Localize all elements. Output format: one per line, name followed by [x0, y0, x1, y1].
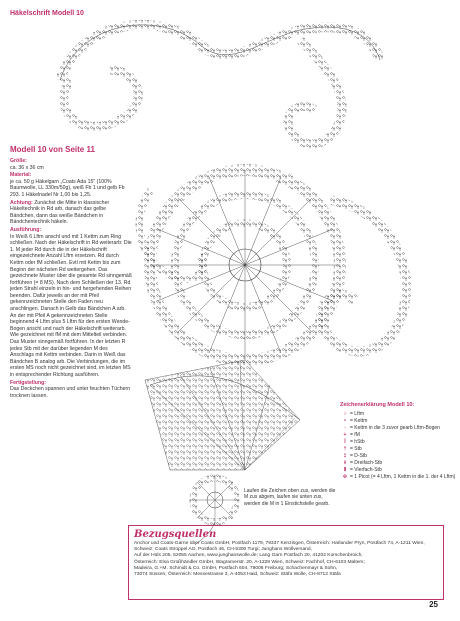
- symbol-legend: [340, 402, 458, 481]
- sources-line: Anchor und Coats-Garne über Coats GmbH, Postfach 1179, 79337 Kenzingen, Österreich: Harlander Pryn, Postfach 74, A-1211 Wien, Schweiz: Coats Stroppel AG, Postfach 46, CH-5300 Turgi; Junghans Wollversand,: [134, 541, 425, 553]
- legend-text: = Kettm in die 3 zuvor gearb Lftm-Bogen: [350, 425, 440, 431]
- legend-text: = 1 Picot (= 4 Lftm, 1 Kettm in die 1. der 4 Lftm): [350, 474, 456, 480]
- sources-line: Auf der Hüls 205, 52055 Aachen, www.junghanswolle.de; Lang Garn Postfach 20, 41202 Korschenbroich,: [134, 553, 363, 559]
- legend-symbol: +: [343, 432, 347, 438]
- sources-line: Madeira, G.+M. Schmidt & Co. GmbH, Postfach 604, 79006 Freiburg; Schachenmayr & Sohn,: [134, 565, 338, 571]
- legend-item: [340, 467, 458, 474]
- note-text: Zunächst die Mitte in klassischer Häkeltechnik in Rd arb, danach das gelbe Bändchen, dann das weiße Bändchen in Bändchentechnik häkeln.: [10, 199, 110, 226]
- legend-item: [340, 418, 458, 425]
- legend-text: = hStb: [350, 439, 365, 445]
- stitch-note: Laufen die Zeichen oben zus, werden die M zus abgem, laufen sie unten zus, werden die M in 1 Einstichstelle gearb.: [244, 488, 336, 507]
- pattern-instructions: [10, 145, 132, 400]
- legend-item: [340, 439, 458, 446]
- legend-item: [340, 474, 458, 481]
- legend-symbol: ‡: [343, 453, 347, 459]
- steps-label: Ausführung:: [10, 226, 42, 233]
- legend-text: = Kettm: [350, 418, 368, 424]
- legend-item: [340, 446, 458, 453]
- legend-item: [340, 453, 458, 460]
- legend-text: = Stb: [350, 446, 362, 452]
- legend-item: [340, 425, 458, 432]
- page-number: 25: [429, 600, 438, 609]
- legend-symbol: ⫲: [344, 460, 346, 466]
- top-right-scroll: [288, 40, 342, 144]
- legend-title: Zeichenerklärung Modell 10:: [340, 402, 415, 408]
- finish-text: Das Deckchen spannen und unter feuchten Tüchern trocknen lassen.: [10, 386, 131, 399]
- legend-symbol: •: [344, 418, 346, 424]
- legend-text: = Dreifach-Stb: [350, 460, 383, 466]
- legend-symbol: ꟾ: [344, 439, 346, 445]
- size-label: Größe:: [10, 158, 28, 164]
- legend-text: = Vierfach-Stb: [350, 467, 382, 473]
- legend-symbol: ⫴: [343, 467, 347, 473]
- legend-symbol: †: [343, 446, 347, 452]
- sources-line: 73074 Süssen; Österreich: Messestrasse 3, A-4053 Haid, Schweiz: Stäfa Wolle, CH-8712 Stäfa: [134, 572, 341, 578]
- material-label: Material:: [10, 172, 32, 179]
- pattern-title: Modell 10 von Seite 11: [10, 145, 95, 154]
- steps-text: In Weiß 6 Lftm anschl und mit 1 Kettm zum Ring schließen. Nach der Häkelschrift in Rd weiterarb: Die 1. M jeder Rd durch die in der Häkelschrift eingezeichnete Anzahl Lftm ersetzen. Rd durch Kettm oder fM schließen. Evtl mit Kettm bis zum Beginn der nächsten Rd weitergehen. Das gezeichnete Muster über die gesamte Rd sinngemäß fortführen (= 8 MS). Nach dem Schließen der 13. Rd jeden Strahl einzeln in hin- und hergehenden Reihen beenden. Dafür jeweils an der mit Pfeil gekennzeichneten Stelle den Faden neu anschlingen. Danach in Gelb das Bändchen A arb. An der mit Pfeil A gekennzeichneten Stelle beginnend 4 Lftm plus 5 Lftm für den ersten Wende-Bogen anschl und nach der Häkelschrift weiterarb. Wie gezeichnet mit fM mit dem Mittelteil verbinden. Das Muster sinngemäß fortführen. In der letzten R jedes Stb mit der darüber liegenden M des Anschlags mit Kettm verbinden. Darin in Weiß das Bändchen B analog arb. Die Verbindungen, die im ersten MS noch nicht gezeichnet sind, im letzten MS in entsprechender Richtung ausführen.: [10, 233, 132, 378]
- legend-symbol: ✣: [342, 474, 348, 480]
- legend-symbol: ◦: [344, 425, 346, 431]
- material-text: je ca. 50 g Häkelgarn „Coats Ada 15" (100% Baumwolle, LL 330m/50g), weiß Fb 1 und gelb Fb 293. 1 Häkelnadel Nr 1,00 bis 1,25.: [10, 178, 125, 198]
- sources-title: Bezugsquellen: [134, 529, 217, 540]
- sources-box: [128, 525, 444, 600]
- legend-item: [340, 460, 458, 467]
- legend-item: [340, 432, 458, 439]
- sources-line: Österreich: Elsa Großhändler GmbH, Wagramerstr. 20, A-1228 Wien, Schweiz: Fachhof, CH-6103 Malters;: [134, 559, 365, 565]
- size-text: ca. 36 x 36 cm: [10, 164, 44, 171]
- legend-text: = fM: [350, 432, 360, 438]
- legend-text: = Lftm: [350, 411, 365, 417]
- legend-text: = D-Stb: [350, 453, 368, 459]
- lower-fan: [145, 360, 300, 470]
- finish-label: Fertigstellung:: [10, 379, 47, 386]
- left-loop: [64, 70, 138, 126]
- note-label: Achtung:: [10, 199, 33, 206]
- center-motif: [150, 170, 340, 360]
- page-header-title: Häkelschrift Modell 10: [10, 10, 84, 17]
- legend-symbol: ○: [343, 411, 347, 417]
- legend-item: [340, 411, 458, 418]
